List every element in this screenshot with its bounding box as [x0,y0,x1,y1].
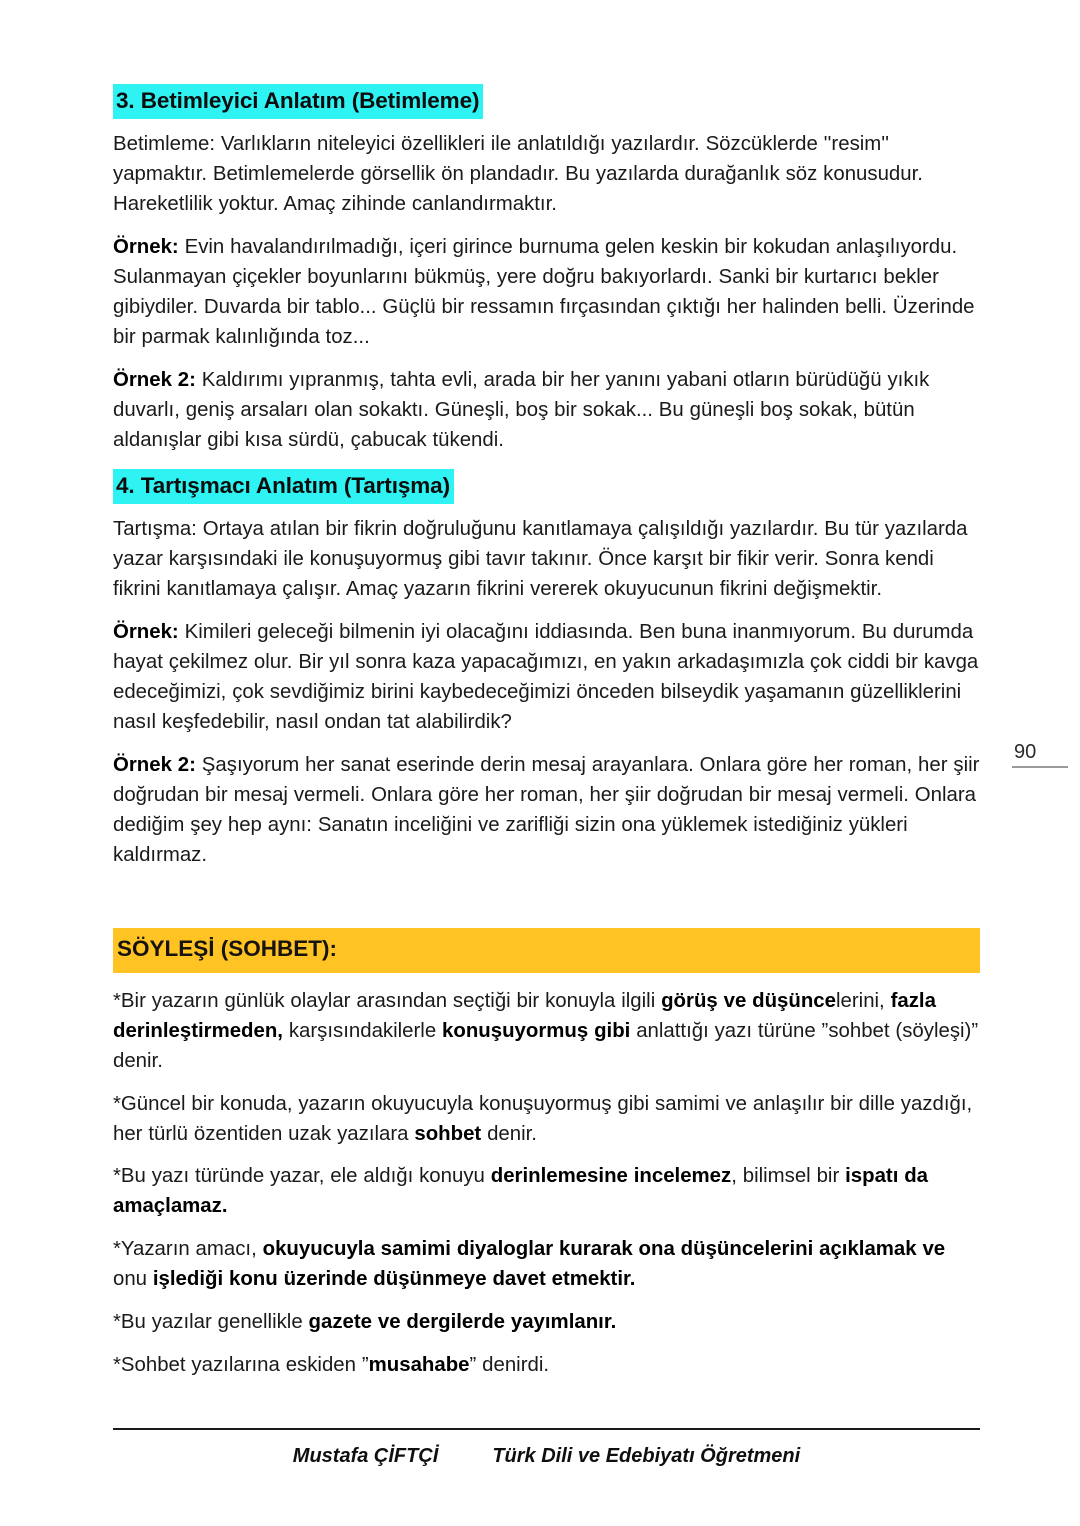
page-number: 90 [1014,741,1037,763]
text-ornek2: Kaldırımı yıpranmış, tahta evli, arada bir her yanını yabani otların bürüdüğü yıkık duvarlı, geniş arsaları olan sokaktı. Güneşli, boş bir sokak... Bu güneşli boş sokak, bütün aldanışlar gibi kısa sürdü, çabucak tükendi. [113,369,930,452]
section-heading-tartismaci: 4. Tartışmacı Anlatım (Tartışma) [113,469,454,504]
bullet-bold: ispatı da amaçlamaz. [113,1165,929,1218]
bullet-bold: sohbet [414,1122,482,1145]
bullet-bold: musahabe [368,1354,470,1377]
bullet-bold: konuşuyormuş gibi [442,1019,631,1042]
bullet-text: *Bu yazı türünde yazar, ele aldığı konuyu [113,1165,491,1188]
footer-role: Türk Dili ve Edebiyatı Öğretmeni [492,1445,801,1467]
bullet-soylesi-3 [113,1162,980,1222]
paragraph-betimleme-ornek2 [113,366,980,456]
bullet-text: anlattığı yazı türüne ”sohbet (söyleşi)” denir. [113,1019,979,1072]
page-footer [113,1428,980,1468]
page-number-block [1012,741,1072,768]
bullet-soylesi-5 [113,1308,980,1338]
bullet-text: *Güncel bir konuda, yazarın okuyucuyla konuşuyormuş gibi samimi ve anlaşılır bir dille yazdığı, her türlü özentiden uzak yazılara [113,1092,973,1145]
section-heading-soylesi: SÖYLEŞİ (SOHBET): [113,928,980,972]
bullet-text: lerini, [836,989,891,1012]
bullet-bold: okuyucuyla samimi diyaloglar kurarak ona düşüncelerini açıklamak ve [262,1238,946,1261]
bullet-text: *Sohbet yazılarına eskiden ” [113,1354,369,1377]
bullet-soylesi-6 [113,1351,980,1381]
text-ornek2: Şaşıyorum her sanat eserinde derin mesaj arayanlara. Onlara göre her roman, her şiir doğrudan bir mesaj vermeli. Onlara göre her roman, her şiir doğrudan bir mesaj vermeli. Onlara dediğim şey hep aynı: Sanatın inceliğini ve zarifliği sizin ona yüklemek istediğiniz yükleri kaldırmaz. [113,754,980,867]
text-ornek: Kimileri geleceği bilmenin iyi olacağını iddiasında. Ben buna inanmıyorum. Bu durumda hayat çekilmez olur. Bir yıl sonra kaza yapacağımızı, en yakın arkadaşımızla çok ciddi bir kavga edeceğimizi, çok sevdiğimiz birini kaybedeceğimizi önceden bilseydik yaşamanın güzelliklerini nasıl keşfedebilir, nasıl ondan tat alabilirdik? [113,621,979,734]
text-ornek: Evin havalandırılmadığı, içeri girince burnuma gelen keskin bir kokudan anlaşılıyordu. Sulanmayan çiçekler boyunlarını bükmüş, yere doğru bakıyorlardı. Sanki bir kurtarıcı bekler gibiydiler. Duvarda bir tablo... Güçlü bir ressamın fırçasından çıktığı her halinden belli. Üzerinde bir parmak kalınlığında toz... [113,236,975,349]
bullet-bold: işlediği konu üzerinde düşünmeye davet etmektir. [152,1268,636,1291]
paragraph-betimleme-ornek [113,233,980,353]
page-content [113,84,980,1394]
bullet-bold: gazete ve dergilerde yayımlanır. [308,1311,617,1334]
paragraph-betimleme-definition: Betimleme: Varlıkların niteleyici özellikleri ile anlatıldığı yazılardır. Sözcüklerde ''resim'' yapmaktır. Betimlemelerde görsellik ön plandadır. Bu yazılarda durağanlık söz konusudur. Hareketlilik yoktur. Amaç zihinde canlandırmaktır. [113,133,923,216]
bullet-soylesi-4 [113,1235,980,1295]
section-heading-betimleyici: 3. Betimleyici Anlatım (Betimleme) [113,84,483,119]
footer-text [113,1445,980,1468]
footer-divider [113,1428,980,1430]
section-heading-betimleyici-row [113,84,980,119]
bullet-text: denir. [481,1122,537,1145]
bullet-bold: derinlemesine incelemez [490,1165,732,1188]
bullet-text: karşısındakilerle [282,1019,443,1042]
label-ornek2: Örnek 2: [113,754,196,777]
paragraph-tartisma-definition: Tartışma: Ortaya atılan bir fikrin doğruluğunu kanıtlamaya çalışıldığı yazılardır. Bu tür yazılarda yazar karşısındaki ile konuşuyormuş gibi tavır takınır. Önce karşıt bir fikir verir. Sonra kendi fikrini kanıtlamaya çalışır. Amaç yazarın fikrini vererek okuyucunun fikrini değişmektir. [113,518,968,601]
bullet-text: *Bu yazılar genellikle [113,1311,309,1334]
bullet-text: onu [113,1268,153,1291]
label-ornek2: Örnek 2: [113,369,196,392]
section-heading-soylesi-row [113,928,980,972]
bullet-text: ” denirdi. [469,1354,550,1377]
bullet-text: *Bir yazarın günlük olaylar arasından seçtiği bir konuyla ilgili [113,989,662,1012]
bullet-bold: görüş ve düşünce [661,989,836,1012]
label-ornek: Örnek: [113,236,179,259]
bullet-soylesi-1 [113,987,980,1077]
page-number-rule [1012,766,1068,768]
bullet-soylesi-2 [113,1090,980,1150]
footer-author: Mustafa ÇİFTÇİ [292,1445,439,1467]
bullet-text: *Yazarın amacı, [113,1238,263,1261]
section-heading-tartismaci-row [113,469,980,504]
bullet-bold: fazla derinleştirmeden, [113,989,936,1042]
label-ornek: Örnek: [113,621,179,644]
paragraph-tartisma-ornek [113,618,980,738]
bullet-text: , bilimsel bir [731,1165,846,1188]
section-spacer [113,884,980,928]
paragraph-tartisma-ornek2 [113,751,980,871]
